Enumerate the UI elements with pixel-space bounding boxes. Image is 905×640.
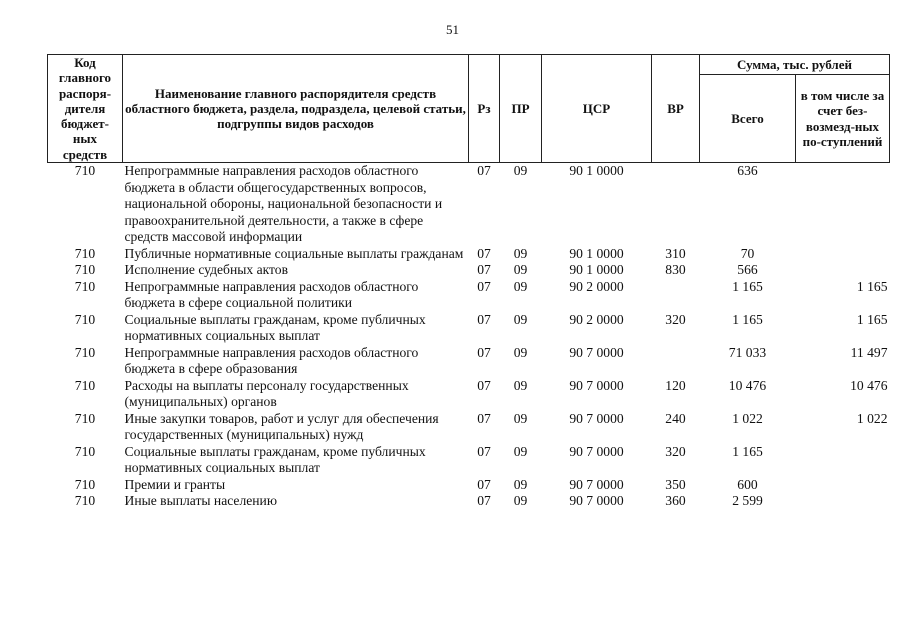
cell-pr: 09	[513, 476, 528, 492]
cell-code: 710	[74, 493, 96, 509]
cell-grant	[796, 246, 890, 263]
cell-grant: 1 022	[856, 410, 888, 426]
cell-code: 710	[74, 245, 96, 261]
cell-vr: 120	[665, 377, 686, 393]
cell-grant	[796, 262, 890, 279]
cell-vr	[652, 279, 700, 312]
header-rz: Рз	[469, 55, 500, 163]
cell-total: 1 165	[732, 278, 763, 294]
header-code: Код главного распоря-дителя бюджет-ных средств	[48, 55, 123, 163]
header-csr: ЦСР	[542, 55, 652, 163]
cell-vr: 320	[665, 311, 686, 327]
cell-csr: 90 7 0000	[569, 476, 624, 492]
cell-name: Иные выплаты населению	[124, 493, 277, 509]
cell-vr: 350	[665, 476, 686, 492]
table-row	[48, 477, 890, 494]
cell-pr: 09	[513, 163, 528, 179]
table-row	[48, 378, 890, 411]
cell-csr: 90 7 0000	[569, 493, 624, 509]
cell-rz: 07	[477, 344, 491, 360]
header-vr: ВР	[652, 55, 700, 163]
cell-name: Иные закупки товаров, работ и услуг для обеспечения государственных (муниципальных) нужд	[124, 410, 439, 443]
cell-rz: 07	[477, 410, 491, 426]
cell-vr: 240	[665, 410, 686, 426]
cell-grant	[796, 444, 890, 477]
cell-csr: 90 1 0000	[569, 163, 624, 179]
cell-vr: 360	[665, 493, 686, 509]
table-row	[48, 444, 890, 477]
cell-grant: 1 165	[856, 311, 888, 327]
table-row	[48, 279, 890, 312]
cell-code: 710	[74, 476, 96, 492]
cell-name: Социальные выплаты гражданам, кроме публичных нормативных социальных выплат	[124, 443, 426, 476]
cell-name: Непрограммные направления расходов областного бюджета в сфере социальной политики	[124, 278, 419, 311]
cell-name: Расходы на выплаты персоналу государственных (муниципальных) органов	[124, 377, 409, 410]
page-number: 51	[446, 22, 459, 37]
header-pr: ПР	[500, 55, 542, 163]
cell-vr: 320	[665, 443, 686, 459]
cell-csr: 90 1 0000	[569, 245, 624, 261]
cell-total: 70	[740, 245, 755, 261]
cell-grant: 10 476	[850, 377, 888, 393]
cell-csr: 90 2 0000	[569, 311, 624, 327]
table-row	[48, 163, 890, 246]
cell-vr: 310	[665, 245, 686, 261]
cell-pr: 09	[513, 262, 528, 278]
cell-csr: 90 7 0000	[569, 443, 624, 459]
cell-total: 1 022	[732, 410, 763, 426]
cell-name: Непрограммные направления расходов областного бюджета в сфере образования	[124, 344, 419, 377]
table-row	[48, 312, 890, 345]
cell-csr: 90 1 0000	[569, 262, 624, 278]
cell-name: Публичные нормативные социальные выплаты гражданам	[124, 245, 464, 261]
cell-grant: 1 165	[856, 278, 888, 294]
cell-pr: 09	[513, 278, 528, 294]
cell-code: 710	[74, 278, 96, 294]
cell-grant	[796, 163, 890, 246]
cell-grant	[796, 477, 890, 494]
cell-code: 710	[74, 344, 96, 360]
cell-grant: 11 497	[850, 344, 888, 360]
cell-total: 1 165	[732, 443, 763, 459]
cell-csr: 90 7 0000	[569, 410, 624, 426]
cell-csr: 90 7 0000	[569, 377, 624, 393]
cell-rz: 07	[477, 476, 491, 492]
cell-code: 710	[74, 262, 96, 278]
cell-csr: 90 7 0000	[569, 344, 624, 360]
table-row	[48, 345, 890, 378]
cell-pr: 09	[513, 344, 528, 360]
cell-total: 566	[737, 262, 758, 278]
cell-total: 71 033	[728, 344, 767, 360]
cell-total: 1 165	[732, 311, 763, 327]
cell-grant	[796, 493, 890, 510]
cell-name: Непрограммные направления расходов областного бюджета в области общегосударственных вопросов, национальной обороны, национальной безопасности и правоохранительной деятельности, а также в сфере средств массовой информации	[124, 163, 443, 245]
header-sum: Сумма, тыс. рублей	[700, 55, 890, 75]
cell-total: 2 599	[732, 493, 763, 509]
cell-code: 710	[74, 311, 96, 327]
cell-code: 710	[74, 410, 96, 426]
cell-pr: 09	[513, 443, 528, 459]
header-name: Наименование главного распорядителя средств областного бюджета, раздела, подраздела, целевой статьи, подгруппы видов расходов	[123, 55, 469, 163]
cell-total: 636	[737, 163, 758, 179]
cell-vr	[652, 345, 700, 378]
cell-pr: 09	[513, 410, 528, 426]
cell-total: 600	[737, 476, 758, 492]
table-header	[48, 55, 890, 163]
cell-pr: 09	[513, 493, 528, 509]
cell-pr: 09	[513, 377, 528, 393]
cell-rz: 07	[477, 443, 491, 459]
cell-rz: 07	[477, 493, 491, 509]
cell-rz: 07	[477, 163, 491, 179]
cell-vr: 830	[665, 262, 686, 278]
cell-pr: 09	[513, 311, 528, 327]
cell-pr: 09	[513, 245, 528, 261]
cell-csr: 90 2 0000	[569, 278, 624, 294]
budget-table	[47, 54, 890, 510]
cell-rz: 07	[477, 245, 491, 261]
cell-vr	[652, 163, 700, 246]
header-total: Всего	[700, 75, 796, 163]
cell-rz: 07	[477, 311, 491, 327]
cell-name: Исполнение судебных актов	[124, 262, 289, 278]
table-row	[48, 262, 890, 279]
cell-rz: 07	[477, 262, 491, 278]
cell-rz: 07	[477, 278, 491, 294]
table-row	[48, 493, 890, 510]
cell-code: 710	[74, 163, 96, 179]
header-grant: в том числе за счет без-возмезд-ных по-ступлений	[796, 75, 890, 163]
cell-name: Социальные выплаты гражданам, кроме публичных нормативных социальных выплат	[124, 311, 426, 344]
cell-total: 10 476	[728, 377, 767, 393]
cell-name: Премии и гранты	[124, 476, 226, 492]
cell-code: 710	[74, 443, 96, 459]
table-row	[48, 246, 890, 263]
cell-rz: 07	[477, 377, 491, 393]
cell-code: 710	[74, 377, 96, 393]
table-row	[48, 411, 890, 444]
